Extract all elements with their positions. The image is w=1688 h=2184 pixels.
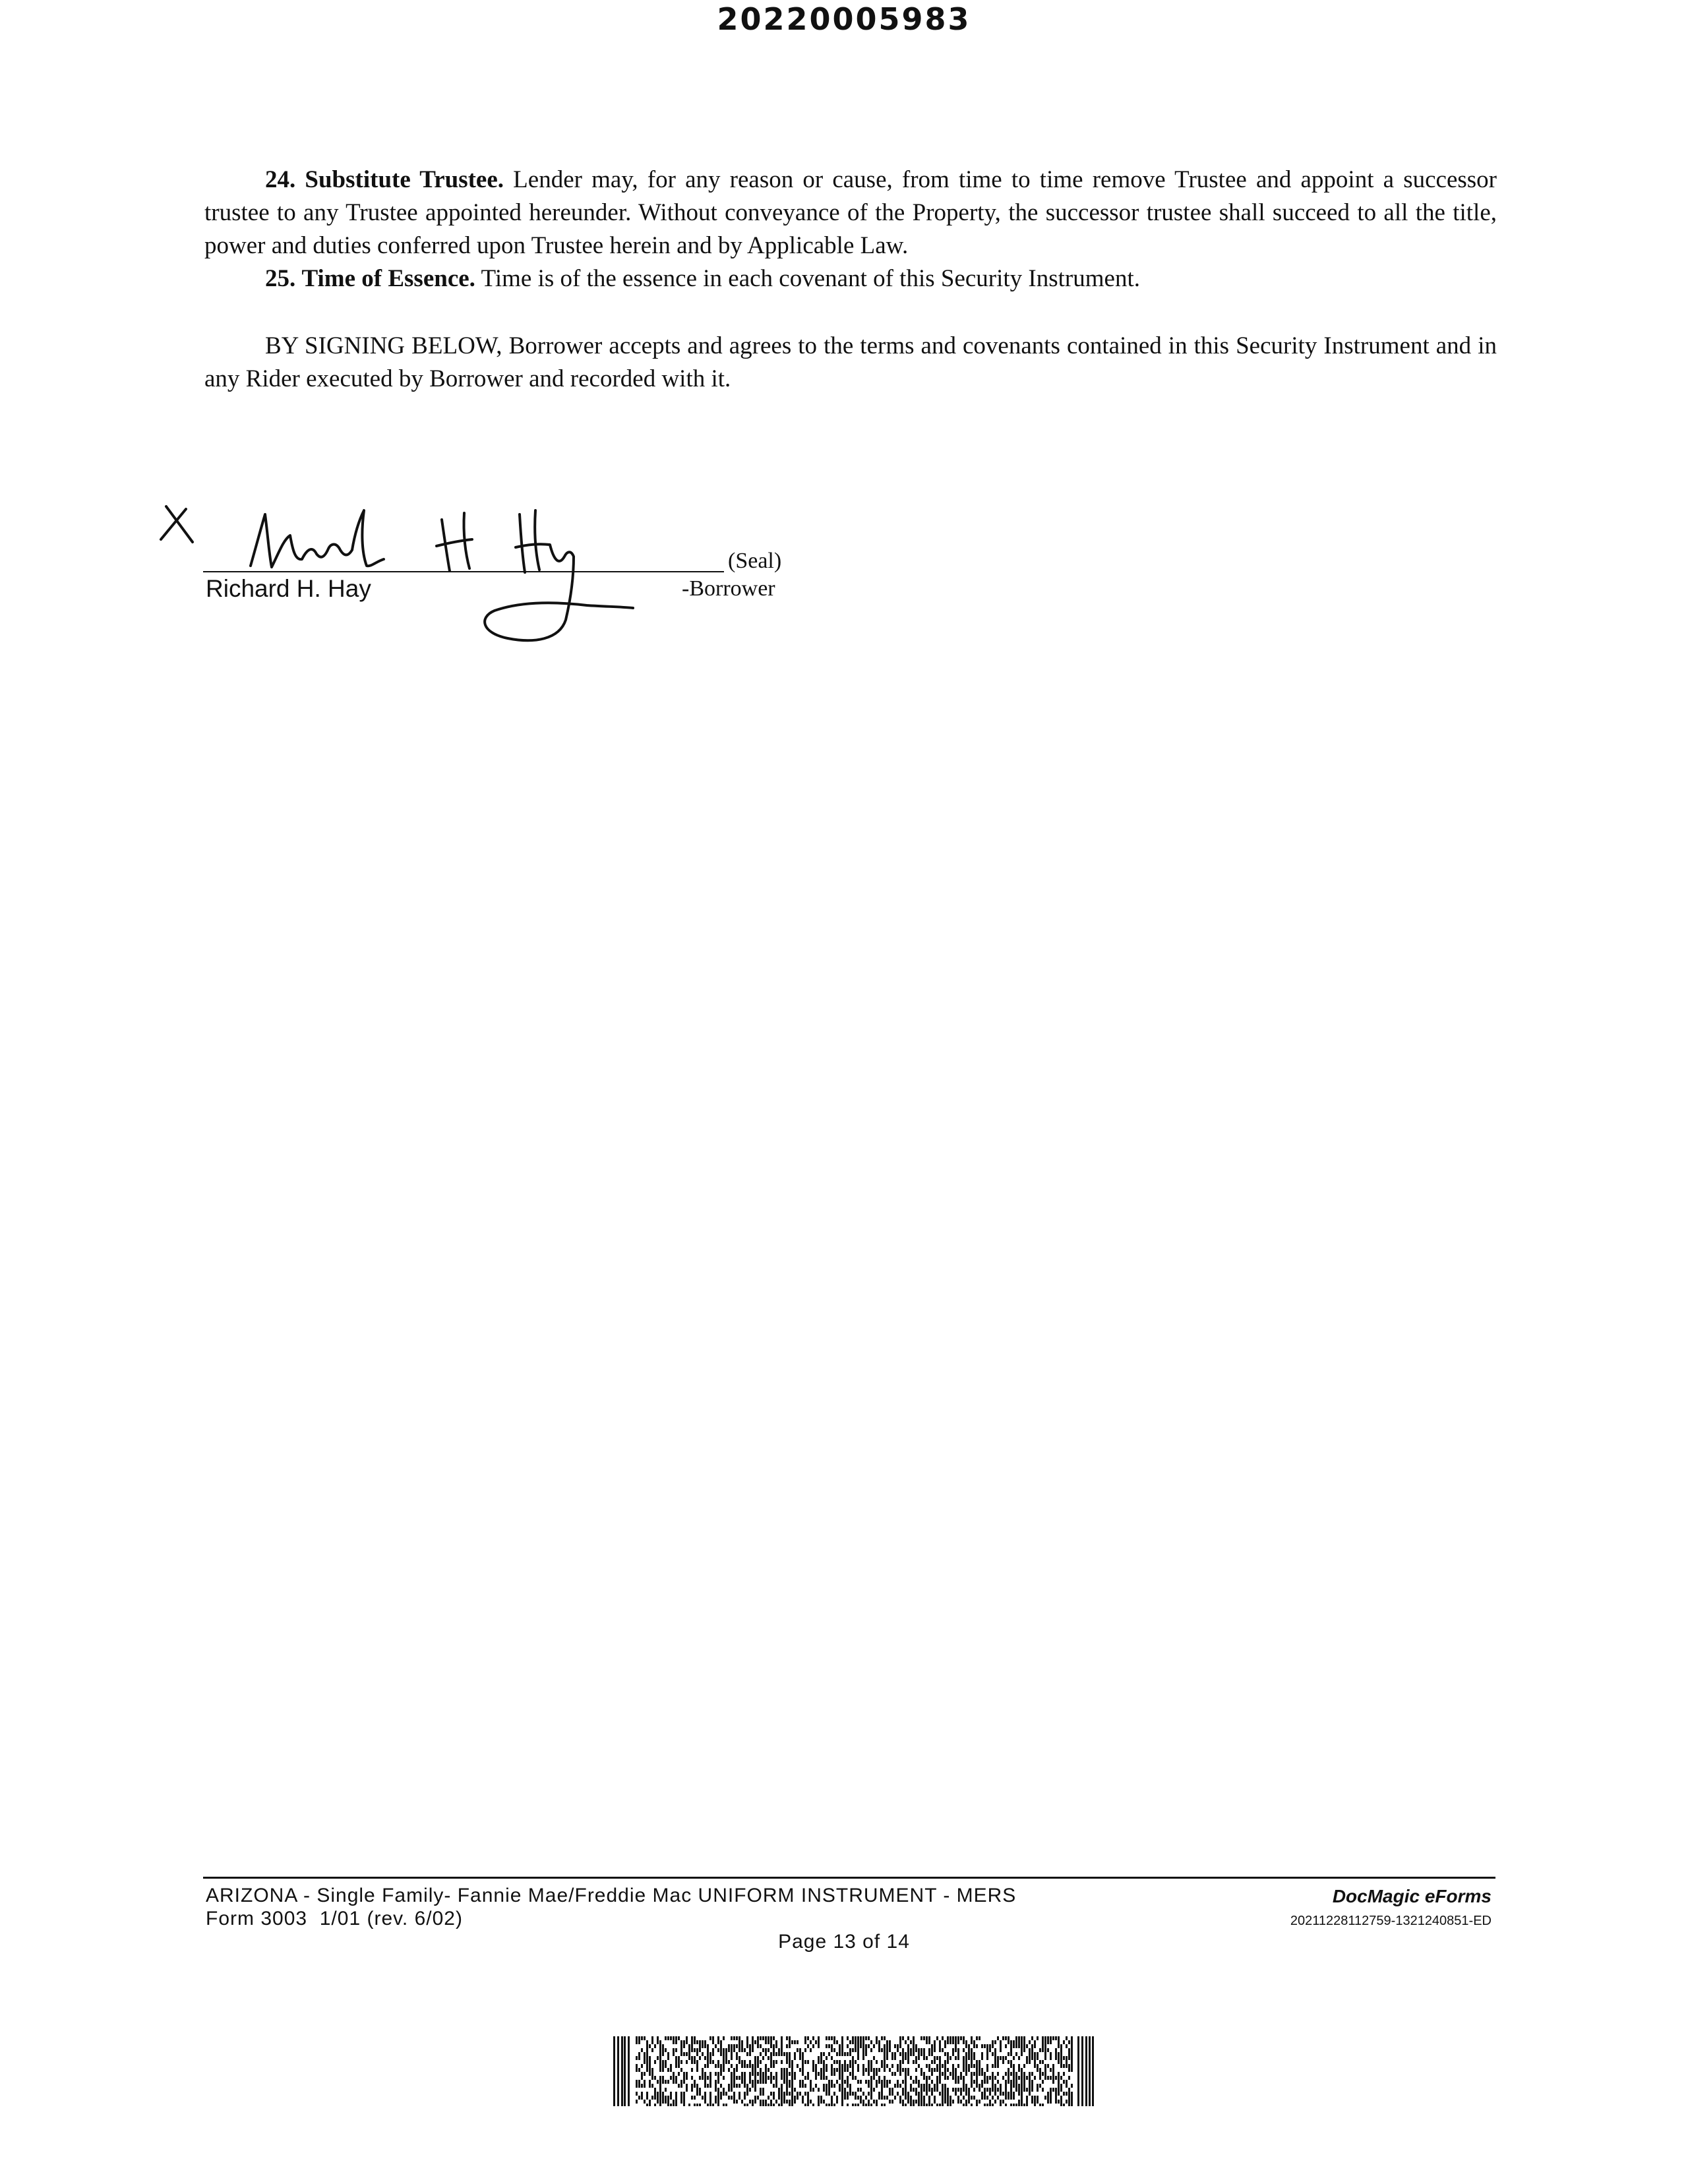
signature-block [152, 488, 811, 659]
signature-line [203, 571, 724, 572]
section-24-text: Lender may, for any reason or cause, from time to time remove Trustee and appoint a successor trustee to any Trustee appointed hereunder. Without conveyance of the Property, the successor trustee shall succeed to all the title, power and duties conferred upon Trustee herein and by Applicable Law. [204, 166, 1497, 259]
section-24-heading: Substitute Trustee. [305, 166, 504, 193]
footer-form-number: Form 3003 1/01 (rev. 6/02) [206, 1908, 463, 1929]
section-25 [204, 262, 1497, 295]
handwritten-signature [152, 488, 811, 659]
signer-role: -Borrower [682, 576, 775, 601]
footer-rule [203, 1877, 1495, 1879]
barcode-image [613, 2036, 1095, 2106]
section-25-number: 25. [265, 265, 296, 292]
docmagic-logo: DocMagic eForms [1332, 1886, 1492, 1906]
footer-doc-code: 20211228112759-1321240851-ED [1290, 1914, 1492, 1928]
document-number: 20220005983 [717, 1, 971, 37]
seal-label: (Seal) [728, 549, 782, 573]
closing-statement: BY SIGNING BELOW, Borrower accepts and agrees to the terms and covenants contained in this Security Instrument and in any Rider executed by Borrower and recorded with it. [204, 332, 1497, 392]
footer-form-title: ARIZONA - Single Family- Fannie Mae/Freddie Mac UNIFORM INSTRUMENT - MERS [206, 1885, 1017, 1906]
section-25-text: Time is of the essence in each covenant of this Security Instrument. [481, 265, 1140, 292]
section-25-heading: Time of Essence. [301, 265, 475, 292]
section-24 [204, 164, 1497, 262]
signer-name: Richard H. Hay [206, 575, 371, 602]
section-24-number: 24. [265, 166, 296, 193]
page-number: Page 13 of 14 [778, 1931, 910, 1953]
